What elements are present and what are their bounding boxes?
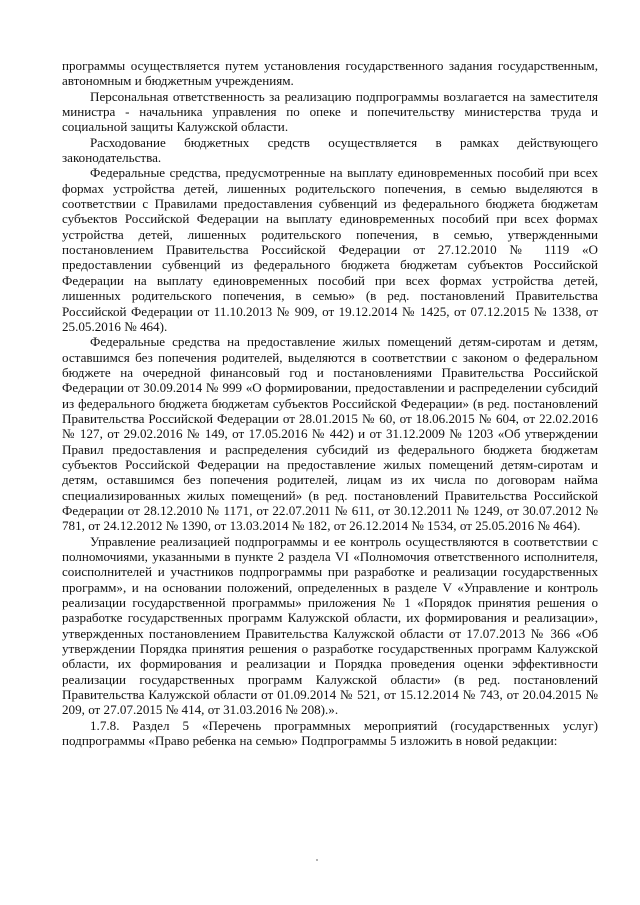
paragraph-section-amendment: 1.7.8. Раздел 5 «Перечень программных мероприятий (государственных услуг) подпрограммы «Право ребенка на семью» Подпрограммы 5 изложить в новой редакции:	[62, 717, 598, 749]
scan-speck	[316, 859, 318, 861]
paragraph-personal-responsibility: Персональная ответственность за реализацию подпрограммы возлагается на заместителя министра - начальника управления по опеке и попечительству министерства труда и социальной защиты Калужской области.	[62, 88, 598, 135]
paragraph-federal-allowances: Федеральные средства, предусмотренные на выплату единовременных пособий при всех формах устройства детей, лишенных родительского попечения, в семью выделяются в соответствии с Правилами предоставления субвенций из федерального бюджета бюджетам субъектов Российской Федерации на выплату единовременных пособий при всех формах устройства детей, лишенных родительского попечения, в семью, утвержденными постановлением Правительства Российской Федерации от 27.12.2010 № 1119 «О предоставлении субвенций из федерального бюджета бюджетам субъектов Российской Федерации на выплату единовременных пособий при всех формах устройства детей, лишенных родительского попечения, в семью» (в ред. постановлений Правительства Российской Федерации от 11.10.2013 № 909, от 19.12.2014 № 1425, от 07.12.2015 № 1338, от 25.05.2016 № 464).	[62, 165, 598, 334]
document-page	[62, 58, 598, 748]
paragraph-federal-housing: Федеральные средства на предоставление жилых помещений детям-сиротам и детям, оставшимся без попечения родителей, выделяются в соответствии с законом о федеральном бюджете на очередной финансовый год и постановлениями Правительства Российской Федерации от 30.09.2014 № 999 «О формировании, предоставлении и распределении субсидий из федерального бюджета бюджетам субъектов Российской Федерации» (в ред. постановлений Правительства Российской Федерации от 28.01.2015 № 60, от 18.06.2015 № 604, от 22.02.2016 № 127, от 29.02.2016 № 149, от 17.05.2016 № 442) и от 31.12.2009 № 1203 «Об утверждении Правил предоставления и распределения субсидий из федерального бюджета бюджетам субъектов Российской Федерации на предоставление жилых помещений детям-сиротам и детям, оставшимся без попечения родителей, лицам из их числа по договорам найма специализированных жилых помещений» (в ред. постановлений Правительства Российской Федерации от 28.12.2010 № 1171, от 22.07.2011 № 611, от 30.12.2011 № 1249, от 30.07.2012 № 781, от 24.12.2012 № 1390, от 13.03.2014 № 182, от 26.12.2014 № 1534, от 25.05.2016 № 464).	[62, 334, 598, 534]
paragraph-budget-spending: Расходование бюджетных средств осуществляется в рамках действующего законодательства.	[62, 134, 598, 166]
paragraph-task-continuation: программы осуществляется путем установления государственного задания государственным, автономным и бюджетным учреждениям.	[62, 58, 598, 89]
paragraph-program-management: Управление реализацией подпрограммы и ее контроль осуществляются в соответствии с полномочиями, указанными в пункте 2 раздела VI «Полномочия ответственного исполнителя, соисполнителей и участников подпрограммы при разработке и реализации государственных программ», и на основании положений, определенных в разделе V «Управление и контроль реализации государственной программы» приложения № 1 «Порядок принятия решения о разработке государственных программ Калужской области, их формирования и реализации», утвержденных постановлением Правительства Калужской области от 17.07.2013 № 366 «Об утверждении Порядка принятия решения о разработке государственных программ Калужской области, их формирования и реализации и Порядка проведения оценки эффективности реализации государственных программ Калужской области» (в ред. постановлений Правительства Калужской области от 01.09.2014 № 521, от 15.12.2014 № 743, от 20.04.2015 № 209, от 27.07.2015 № 414, от 31.03.2016 № 208).».	[62, 533, 598, 718]
